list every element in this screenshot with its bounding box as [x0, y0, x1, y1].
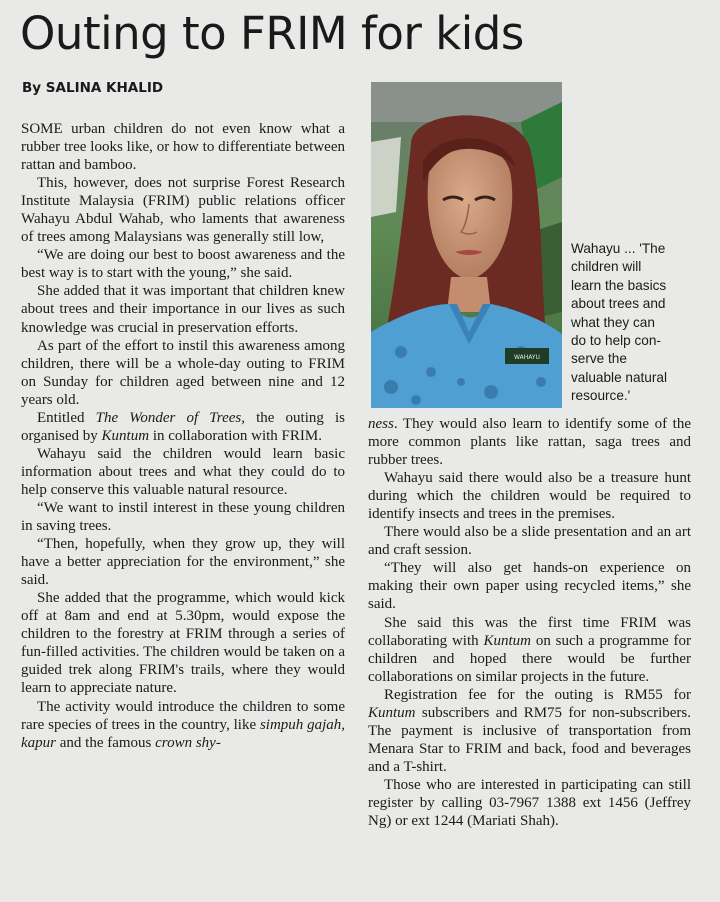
caption-line: resource.': [571, 388, 631, 404]
caption-line: learn the basics: [571, 277, 667, 293]
name-tag-text: WAHAYU: [514, 354, 540, 361]
italic-text: crown shy-: [155, 734, 221, 751]
paragraph-text: ,: [341, 716, 345, 733]
paragraph-text: and the famous: [56, 734, 156, 751]
article-paragraph: [21, 698, 345, 752]
article-paragraph: Those who are interested in participating can still register by calling 03-7967 1388 ext 1456 (Jeffrey Ng) or ext 1244 (Mariati Shah).: [368, 776, 691, 830]
italic-text: The Wonder of Trees: [95, 409, 242, 426]
photo-caption: [571, 240, 689, 406]
byline: By SALINA KHALID: [22, 80, 164, 96]
article-column-left: [21, 120, 345, 752]
paragraph-text: subscribers and RM75 for non-subscribers. The payment is inclusive of transportation from Menara Star to FRIM and back, food and beverages and a T-shirt.: [368, 704, 691, 775]
article-paragraph: Wahayu said the children would learn basic information about trees and what they could do to help conserve this valuable natural resource.: [21, 445, 345, 498]
article-paragraph: “They will also get hands-on experience on making their own paper using recycled items,” she said.: [368, 560, 691, 613]
italic-text: simpuh gajah: [259, 716, 342, 733]
paragraph-text: Entitled: [37, 409, 96, 426]
article-paragraph: There would also be a slide presentation and an art and craft session.: [368, 524, 691, 559]
article-paragraph: As part of the effort to instil this awareness among children, there will be a whole-day outing to FRIM on Sunday for children aged between nine and 12 years old.: [21, 337, 345, 408]
paragraph-text: in collaboration with FRIM.: [149, 427, 322, 444]
article-paragraph: [368, 415, 691, 469]
italic-text: kapur: [21, 734, 56, 751]
article-paragraph: She added that it was important that children knew about trees and their importance in our lives as such knowledge was crucial in preservation efforts.: [21, 283, 345, 336]
article-paragraph: “We are doing our best to boost awareness and the best way is to start with the young,” she said.: [21, 247, 345, 282]
caption-line: valuable natural: [571, 369, 667, 385]
article-paragraph: [368, 614, 691, 686]
caption-line: children will: [571, 259, 642, 275]
italic-text: Kuntum: [483, 632, 531, 649]
caption-line: serve the: [571, 351, 627, 367]
paragraph-text: She said this was the first time FRIM was collaborating with: [368, 614, 691, 649]
article-paragraph: She added that the programme, which would kick off at 8am and end at 5.30pm, would expose the children to the forestry at FRIM through a series of fun-filled activities. The children would be taken on a guided trek along FRIM's trails, where they would learn to appreciate nature.: [21, 590, 345, 697]
article-paragraph: “We want to instil interest in these young children in saving trees.: [21, 499, 345, 535]
headline: Outing to FRIM for kids: [20, 7, 524, 60]
portrait-photo: [371, 82, 562, 408]
article-paragraph: SOME urban children do not even know what a rubber tree looks like, or how to differentiate between rattan and bamboo.: [21, 121, 345, 174]
article-paragraph: [368, 686, 691, 776]
article-paragraph: Wahayu said there would also be a treasure hunt during which the children would be required to identify insects and trees in the premises.: [368, 470, 691, 523]
article-column-right: [368, 415, 691, 830]
caption-line: Wahayu ... 'The: [571, 241, 666, 256]
paragraph-text: , the outing is organised by: [21, 409, 345, 444]
article-paragraph: [21, 409, 345, 445]
paragraph-text: Registration fee for the outing is RM55 for: [384, 686, 691, 703]
caption-line: do to help con-: [571, 333, 661, 349]
paragraph-text: The activity would introduce the children to some rare species of trees in the country, like: [21, 698, 345, 733]
paragraph-text: on such a programme for children and hoped there would be further collaborations on similar projects in the future.: [368, 632, 691, 685]
italic-text: Kuntum: [368, 704, 416, 721]
caption-line: what they can: [571, 314, 655, 330]
caption-line: about trees and: [571, 296, 666, 312]
article-paragraph: This, however, does not surprise Forest Research Institute Malaysia (FRIM) public relations officer Wahayu Abdul Wahab, who laments that awareness of trees among Malaysians was generally still low,: [21, 175, 345, 246]
italic-text: Kuntum: [101, 427, 150, 444]
italic-text: ness: [368, 416, 394, 432]
article-paragraph: “Then, hopefully, when they grow up, they will have a better appreciation for the environment,” she said.: [21, 536, 345, 589]
paragraph-text: . They would also learn to identify some of the more common plants like rattan, saga trees and rubber trees.: [368, 416, 691, 469]
